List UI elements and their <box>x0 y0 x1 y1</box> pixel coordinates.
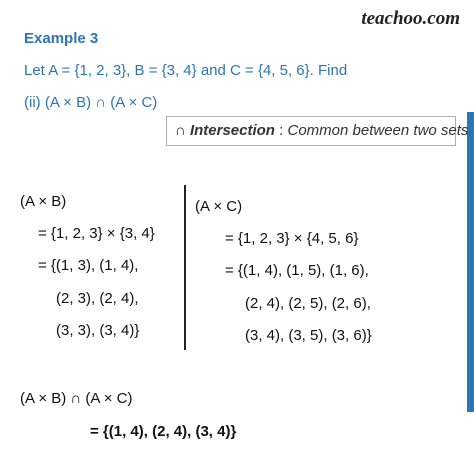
left-step-3: (2, 3), (2, 4), <box>56 290 139 307</box>
intersection-symbol-icon: ∩ <box>175 122 186 139</box>
final-answer: = {(1, 4), (2, 4), (3, 4)} <box>90 423 237 440</box>
left-step-4: (3, 3), (3, 4)} <box>56 322 140 339</box>
left-step-0: (A × B) <box>20 193 67 210</box>
left-step-2: = {(1, 3), (1, 4), <box>38 257 139 274</box>
question-part: (ii) (A × B) ∩ (A × C) <box>24 94 158 111</box>
example-heading: Example 3 <box>24 30 99 47</box>
column-divider <box>184 185 186 350</box>
right-step-2: = {(1, 4), (1, 5), (1, 6), <box>225 262 369 279</box>
info-description: Common between two sets <box>287 122 469 139</box>
question-text: Let A = {1, 2, 3}, B = {3, 4} and C = {4, 5, 6}. Find <box>24 62 348 79</box>
right-step-1: = {1, 2, 3} × {4, 5, 6} <box>225 230 359 247</box>
final-expression: (A × B) ∩ (A × C) <box>20 390 133 407</box>
info-term: Intersection <box>189 122 275 139</box>
right-step-4: (3, 4), (3, 5), (3, 6)} <box>245 327 372 344</box>
info-separator: : <box>279 122 284 139</box>
left-step-1: = {1, 2, 3} × {3, 4} <box>38 225 155 242</box>
right-step-0: (A × C) <box>195 198 243 215</box>
accent-side-bar <box>467 112 474 412</box>
intersection-info-box <box>166 116 469 146</box>
right-step-3: (2, 4), (2, 5), (2, 6), <box>245 295 371 312</box>
teachoo-watermark: teachoo.com <box>361 8 460 29</box>
